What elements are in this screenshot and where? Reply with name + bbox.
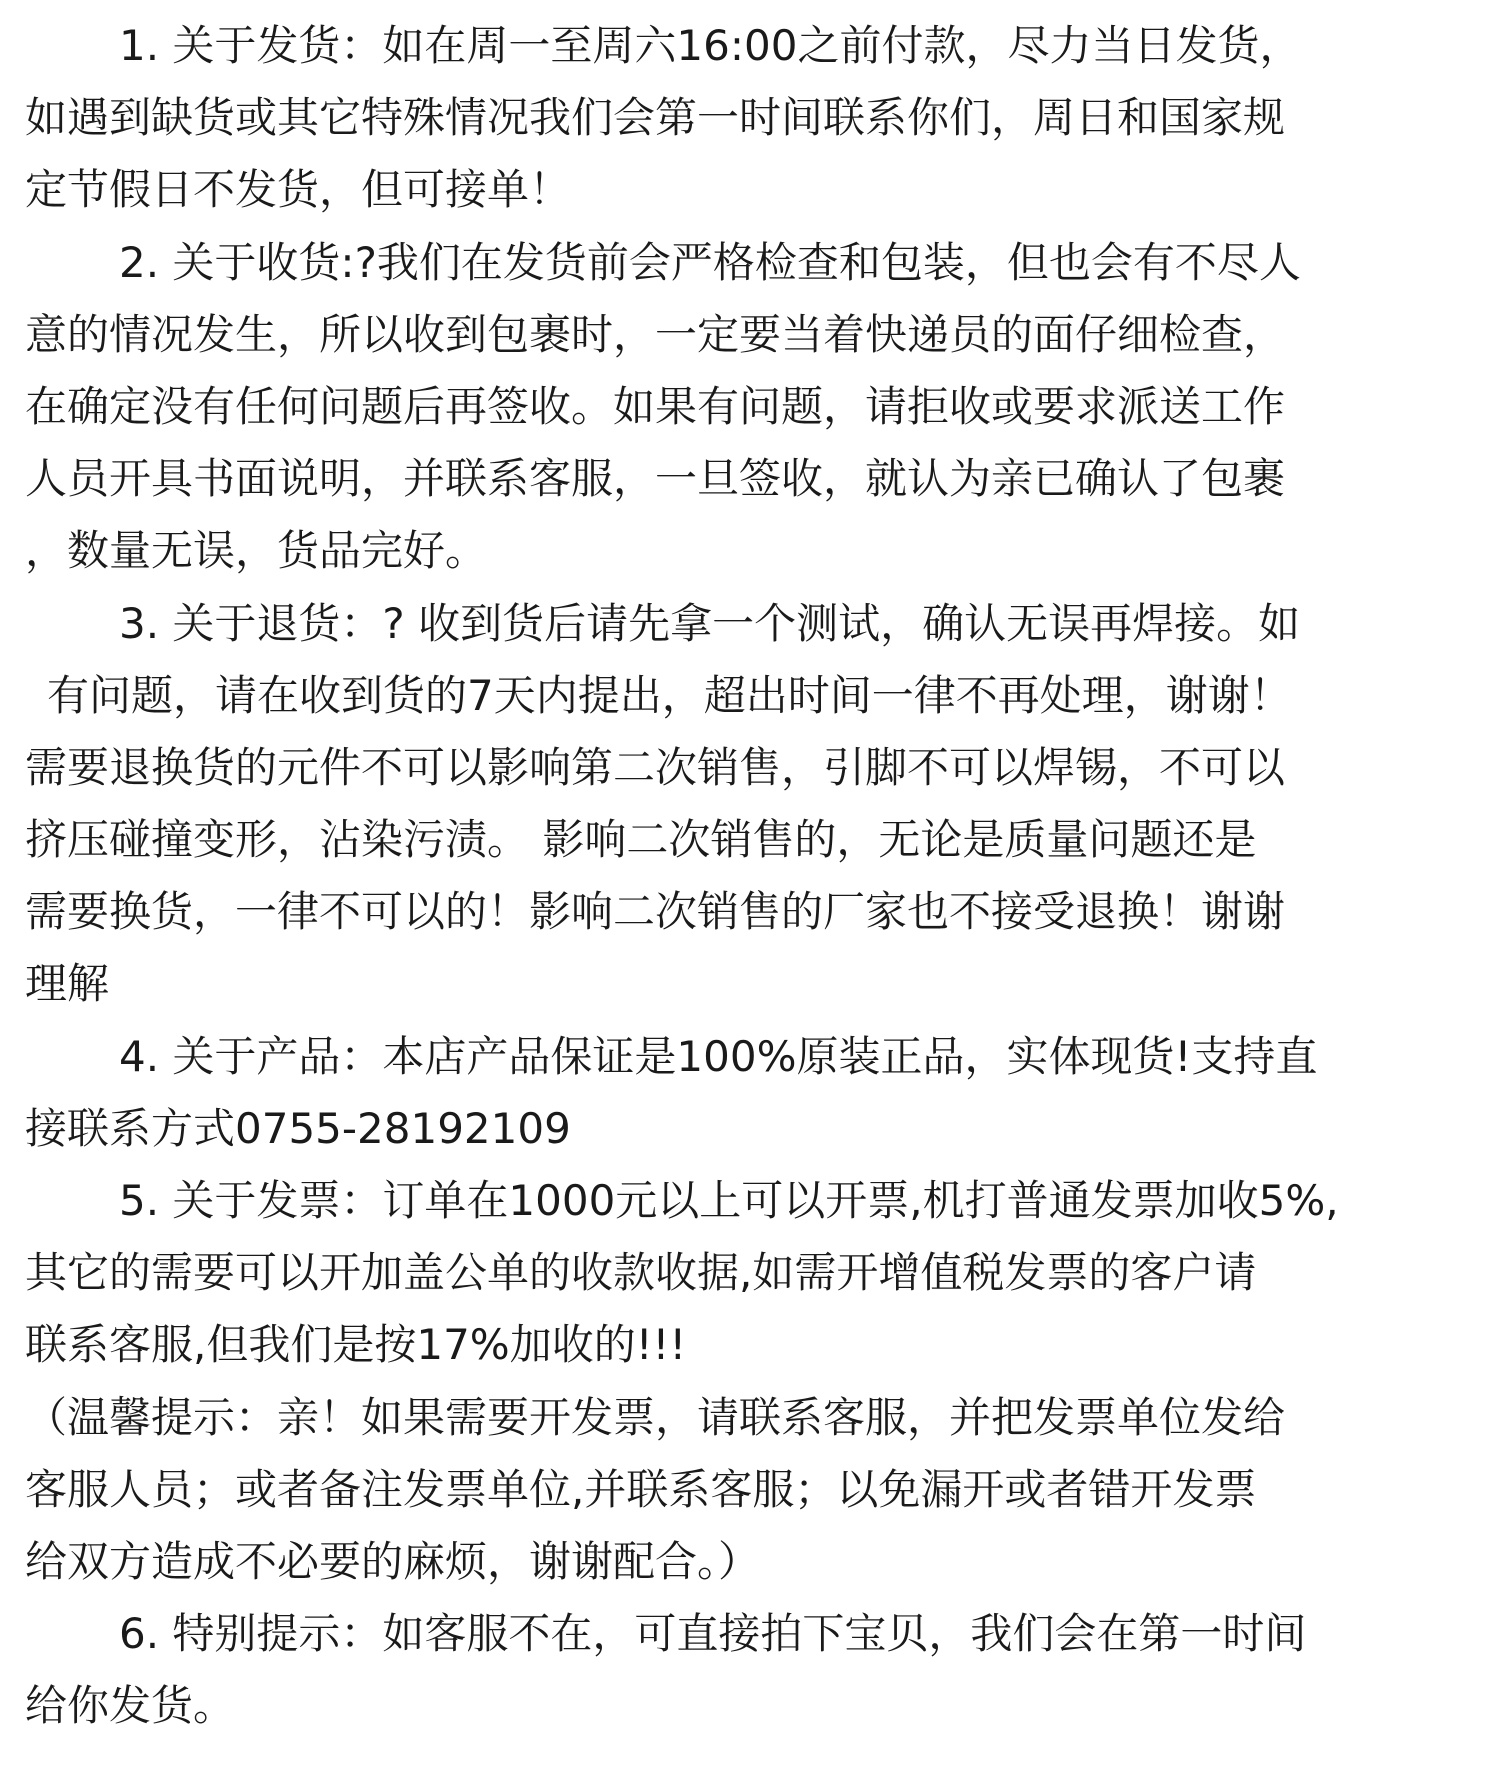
returns-line-3: 需要退换货的元件不可以影响第二次销售，引脚不可以焊锡，不可以 (25, 742, 1286, 792)
returns-line-4: 挤压碰撞变形，沾染污渍。 影响二次销售的，无论是质量问题还是 (25, 815, 1257, 865)
receiving-line-4: 人员开具书面说明，并联系客服，一旦签收，就认为亲已确认了包裹 (25, 454, 1286, 504)
special-note-line-1: 6. 特别提示：如客服不在，可直接拍下宝贝，我们会在第一时间 (119, 1609, 1307, 1659)
invoice-tip-line-3: 给双方造成不必要的麻烦，谢谢配合。） (25, 1536, 761, 1586)
receiving-line-3: 在确定没有任何问题后再签收。如果有问题，请拒收或要求派送工作 (25, 381, 1286, 431)
shipping-line-1: 1. 关于发货：如在周一至周六16:00之前付款，尽力当日发货， (119, 21, 1302, 70)
returns-line-1: 3. 关于退货：? 收到货后请先拿一个测试，确认无误再焊接。如 (119, 598, 1301, 648)
shipping-line-3: 定节假日不发货，但可接单！ (25, 165, 572, 215)
returns-line-2: 有问题，请在收到货的7天内提出，超出时间一律不再处理，谢谢！ (47, 670, 1292, 720)
invoice-line-2: 其它的需要可以开加盖公单的收款收据,如需开增值税发票的客户请 (25, 1248, 1257, 1298)
shipping-line-2: 如遇到缺货或其它特殊情况我们会第一时间联系你们，周日和国家规 (25, 93, 1286, 143)
receiving-line-2: 意的情况发生，所以收到包裹时，一定要当着快递员的面仔细检查， (25, 309, 1286, 359)
special-note-line-2: 给你发货。 (25, 1681, 236, 1731)
product-line-1: 4. 关于产品：本店产品保证是100%原装正品，实体现货!支持直 (119, 1031, 1318, 1081)
returns-line-5: 需要换货，一律不可以的！影响二次销售的厂家也不接受退换！谢谢 (25, 887, 1286, 937)
receiving-line-5: ，数量无误，货品完好。 (25, 526, 488, 576)
receiving-line-1: 2. 关于收货:?我们在发货前会严格检查和包装，但也会有不尽人 (119, 237, 1301, 287)
invoice-tip-line-2: 客服人员；或者备注发票单位,并联系客服；以免漏开或者错开发票 (25, 1464, 1257, 1514)
invoice-line-1: 5. 关于发票：订单在1000元以上可以开票,机打普通发票加收5%, (119, 1176, 1339, 1225)
product-line-2: 接联系方式0755-28192109 (25, 1103, 571, 1153)
invoice-line-3: 联系客服,但我们是按17%加收的!!! (25, 1320, 687, 1370)
invoice-tip-line-1: （温馨提示：亲！如果需要开发票，请联系客服，并把发票单位发给 (25, 1392, 1286, 1442)
returns-line-6: 理解 (25, 959, 110, 1009)
